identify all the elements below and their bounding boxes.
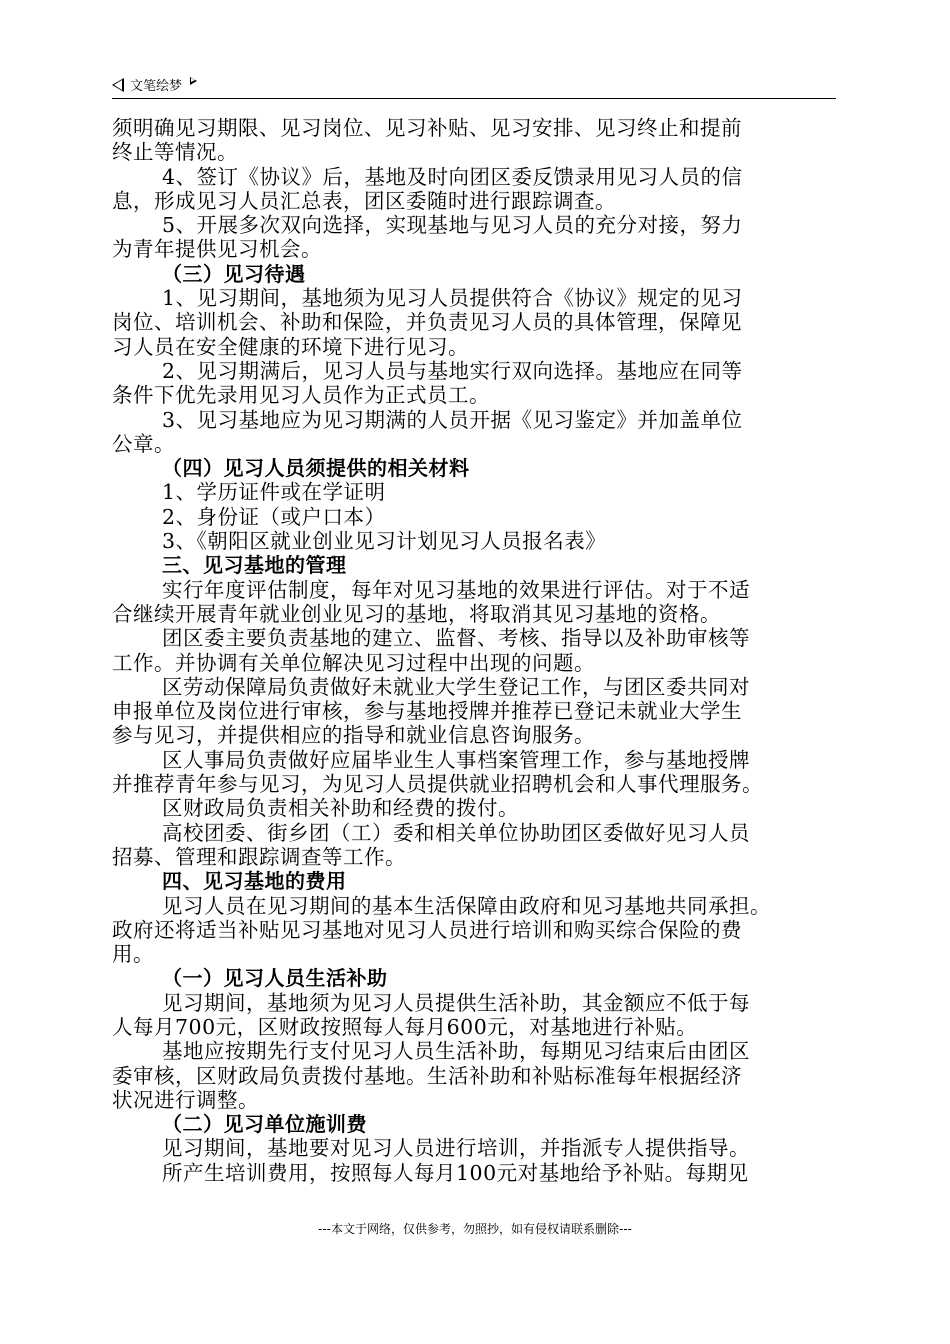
body-text-line: 岗位、培训机会、补助和保险，并负责见习人员的具体管理，保障见	[112, 310, 742, 335]
body-text-line: 区人事局负责做好应届毕业生人事档案管理工作，参与基地授牌	[162, 747, 750, 772]
body-text-line: 3、见习基地应为见习期满的人员开据《见习鉴定》并加盖单位	[162, 407, 743, 432]
body-text-line: 公章。	[112, 431, 175, 456]
body-text-line: 参与见习，并提供相应的指导和就业信息咨询服务。	[112, 723, 595, 748]
body-text-line: 见习人员在见习期间的基本生活保障由政府和见习基地共同承担。	[162, 893, 771, 918]
body-text-line: 区劳动保障局负责做好未就业大学生登记工作，与团区委共同对	[162, 674, 750, 699]
body-text-line: 1、见习期间，基地须为见习人员提供符合《协议》规定的见习	[162, 286, 743, 311]
body-text-line: 习人员在安全健康的环境下进行见习。	[112, 334, 469, 359]
body-text-line: 用。	[112, 942, 154, 967]
body-text-line: 招募、管理和跟踪调查等工作。	[112, 844, 406, 869]
document-body	[112, 116, 842, 1185]
body-text-line: 实行年度评估制度，每年对见习基地的效果进行评估。对于不适	[162, 577, 750, 602]
body-text-line: 为青年提供见习机会。	[112, 237, 322, 262]
triangle-left-icon	[112, 78, 124, 92]
body-text-line: 政府还将适当补贴见习基地对见习人员进行培训和购买综合保险的费	[112, 917, 742, 942]
body-text-line: 5、开展多次双向选择，实现基地与见习人员的充分对接，努力	[162, 213, 743, 238]
body-text-line: 条件下优先录用见习人员作为正式员工。	[112, 383, 490, 408]
body-text-line: 基地应按期先行支付见习人员生活补助，每期见习结束后由团区	[162, 1039, 750, 1064]
body-text-line: 2、身份证（或户口本）	[162, 504, 386, 529]
section-heading: （一）见习人员生活补助	[162, 966, 388, 991]
body-text-line: 申报单位及岗位进行审核，参与基地授牌并推荐已登记未就业大学生	[112, 699, 742, 724]
section-heading: （三）见习待遇	[162, 261, 306, 286]
body-text-line: 须明确见习期限、见习岗位、见习补贴、见习安排、见习终止和提前	[112, 116, 742, 140]
section-heading: （四）见习人员须提供的相关材料	[162, 456, 470, 481]
section-heading: 三、见习基地的管理	[162, 553, 347, 578]
body-text-line: 团区委主要负责基地的建立、监督、考核、指导以及补助审核等	[162, 626, 750, 651]
section-heading: 四、见习基地的费用	[162, 869, 347, 894]
body-text-line: 合继续开展青年就业创业见习的基地，将取消其见习基地的资格。	[112, 601, 721, 626]
body-text-line: 人每月700元，区财政按照每人每月600元，对基地进行补贴。	[112, 1014, 698, 1039]
body-text-line: 4、签订《协议》后，基地及时向团区委反馈录用见习人员的信	[162, 164, 743, 189]
body-text-line: 见习期间，基地要对见习人员进行培训，并指派专人提供指导。	[162, 1136, 750, 1161]
body-text-line: 2、见习期满后，见习人员与基地实行双向选择。基地应在同等	[162, 358, 743, 383]
page-header	[112, 72, 836, 99]
body-text-line: 息，形成见习人员汇总表，团区委随时进行跟踪调查。	[112, 188, 616, 213]
body-text-line: 所产生培训费用，按照每人每月100元对基地给予补贴。每期见	[162, 1160, 749, 1185]
body-text-line: 3、《朝阳区就业创业见习计划见习人员报名表》	[162, 529, 607, 554]
body-text-line: 工作。并协调有关单位解决见习过程中出现的问题。	[112, 650, 595, 675]
body-text-line: 高校团委、街乡团（工）委和相关单位协助团区委做好见习人员	[162, 820, 750, 845]
triangle-right-icon	[190, 77, 197, 85]
header-brand	[112, 75, 197, 94]
body-text-line: 见习期间，基地须为见习人员提供生活补助，其金额应不低于每	[162, 990, 750, 1015]
page-footer: ---本文于网络，仅供参考，勿照抄，如有侵权请联系删除---	[318, 1222, 632, 1236]
brand-text: 文笔绘梦	[130, 79, 183, 94]
body-text-line: 区财政局负责相关补助和经费的拨付。	[162, 796, 519, 821]
body-text-line: 状况进行调整。	[112, 1087, 259, 1112]
body-text-line: 委审核，区财政局负责拨付基地。生活补助和补贴标准每年根据经济	[112, 1063, 742, 1088]
body-text-line: 终止等情况。	[112, 140, 238, 165]
body-text-line: 并推荐青年参与见习，为见习人员提供就业招聘机会和人事代理服务。	[112, 772, 763, 797]
section-heading: （二）见习单位施训费	[162, 1112, 367, 1137]
body-text-line: 1、学历证件或在学证明	[162, 480, 386, 505]
